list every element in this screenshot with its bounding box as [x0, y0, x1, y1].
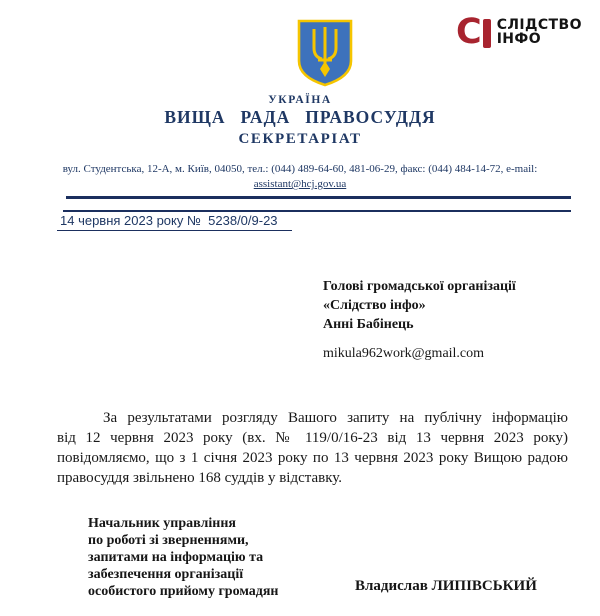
- signer-title-line: по роботі зі зверненнями,: [88, 533, 249, 548]
- letterhead-organization: ВИЩА РАДА ПРАВОСУДДЯ: [164, 107, 436, 127]
- letterhead-divider-thick: [66, 196, 571, 199]
- body-line: За результатами розгляду Вашого запиту на публічну інформацію: [103, 410, 568, 426]
- ukraine-coat-of-arms-icon: [297, 19, 353, 87]
- signer-title-line: Начальник управління: [88, 516, 236, 531]
- recipient-line: Голові громадської організації: [323, 279, 516, 294]
- signer-title-line: забезпечення організації: [88, 567, 244, 582]
- letterhead-email-link[interactable]: assistant@hcj.gov.ua: [253, 178, 347, 190]
- logo-wordmark-line1: СЛІДСТВО: [496, 17, 582, 33]
- reference-date-number: 14 червня 2023 року № 5238/0/9-23: [57, 213, 292, 231]
- recipient-line: Анні Бабінець: [323, 317, 414, 332]
- signer-name: Владислав ЛИПІВСЬКИЙ: [355, 578, 537, 594]
- logo-c-glyph: С: [456, 12, 481, 52]
- address-line: вул. Студентська, 12-А, м. Київ, 04050, тел.: (044) 489-64-60, 481-06-29, факс: (044) 484-14-72, e-mail:: [62, 163, 538, 175]
- letterhead-divider-thin: [63, 210, 571, 212]
- body-line: повідомляємо, що з 1 січня 2023 року по 13 червня 2023 року Вищою радою: [57, 450, 568, 466]
- letterhead-address: [0, 162, 600, 191]
- recipient-email: mikula962work@gmail.com: [323, 346, 485, 361]
- letterhead-department: СЕКРЕТАРІАТ: [238, 131, 362, 147]
- body-line: від 12 червня 2023 року (вх. № 119/0/16-23 від 13 червня 2023 року): [57, 430, 568, 446]
- recipient-block: [323, 277, 516, 334]
- signer-title-block: [88, 515, 279, 600]
- body-line: правосуддя звільнено 168 суддів у відставку.: [57, 470, 343, 486]
- logo-wordmark-line2: ІНФО: [496, 31, 541, 47]
- letter-body: [57, 408, 568, 488]
- recipient-line: «Слідство інфо»: [323, 298, 426, 313]
- signer-title-line: особистого прийому громадян: [88, 584, 279, 599]
- signer-title-line: запитами на інформацію та: [88, 550, 264, 565]
- logo-i-bar: [483, 19, 491, 48]
- letterhead-country: УКРАЇНА: [268, 94, 332, 106]
- slidstvo-info-logo: [456, 12, 582, 52]
